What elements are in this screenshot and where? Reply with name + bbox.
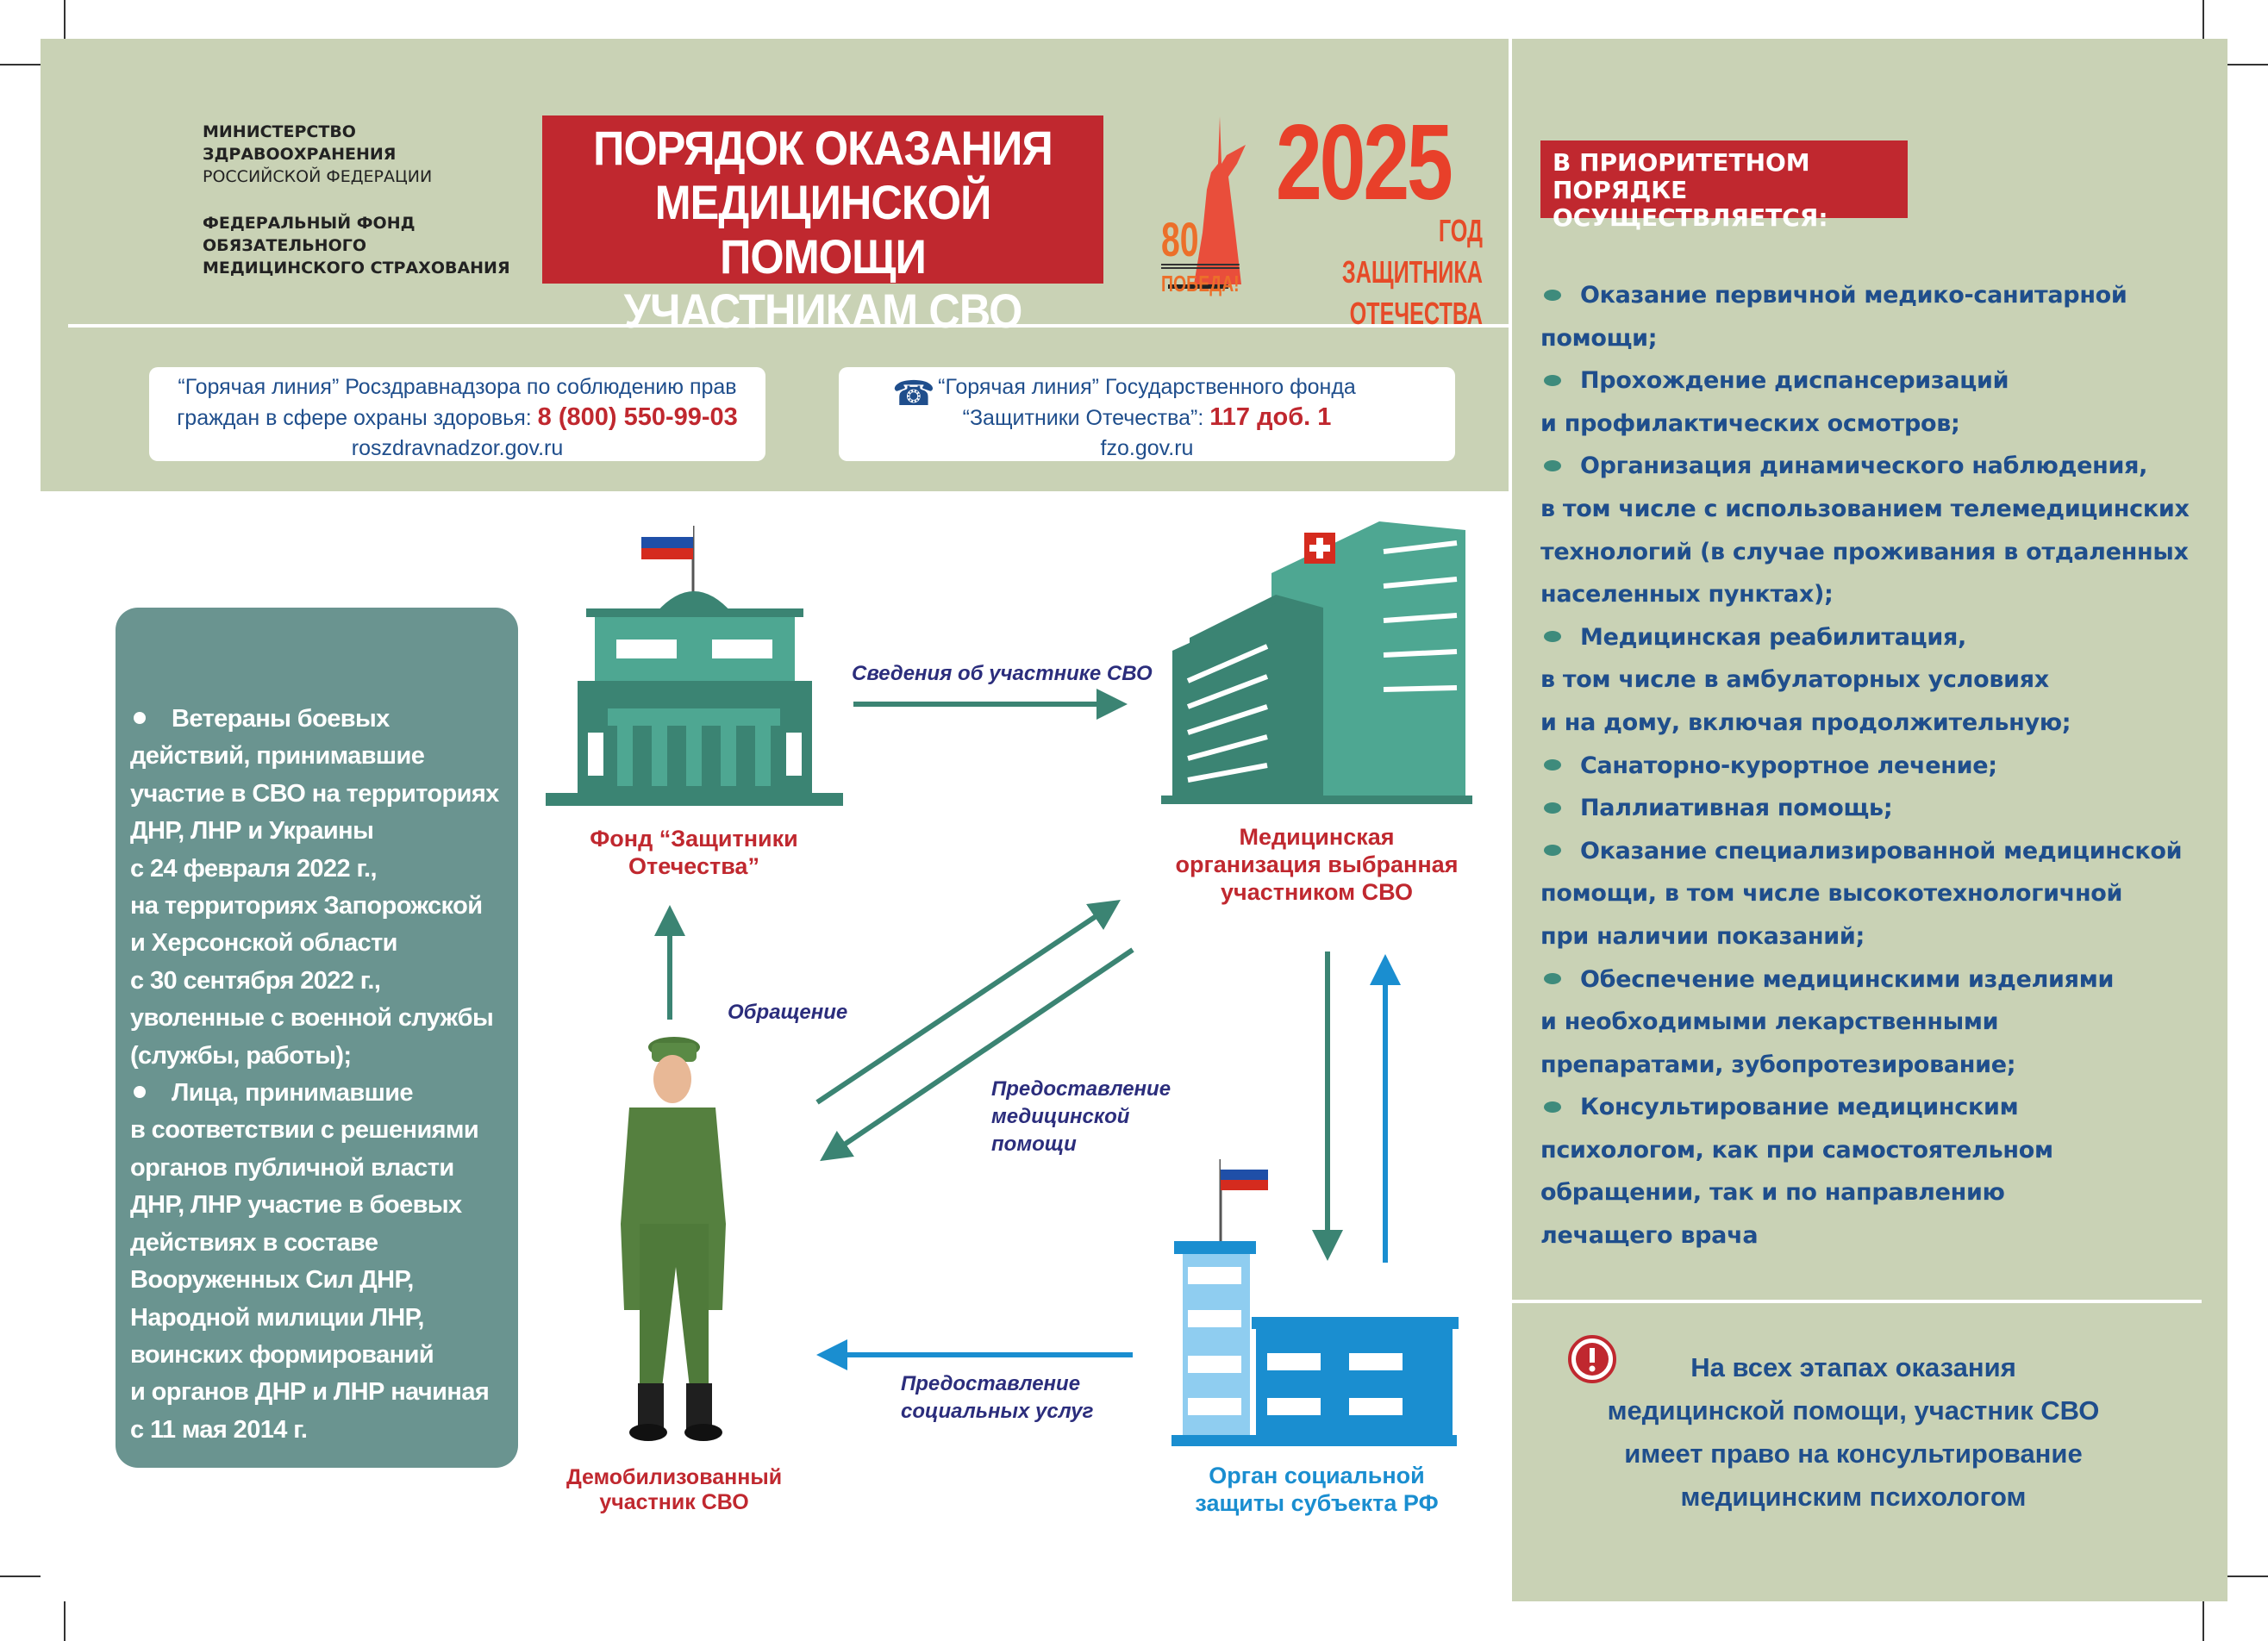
priority-item-text: Медицинская реабилитация,	[1580, 623, 1966, 651]
priority-item-line	[1540, 445, 2221, 488]
hospital-building-icon	[1161, 521, 1472, 804]
eligibility-item-text: и органов ДНР и ЛНР начиная	[130, 1378, 490, 1407]
medorg-label-line: Медицинская	[1239, 824, 1395, 850]
arrow-social-label	[901, 1370, 1093, 1426]
eligibility-item-text: Ветераны боевых	[172, 705, 390, 733]
note-line: имеет право на консультирование	[1624, 1438, 2083, 1469]
arrow-social-label-line: социальных услуг	[901, 1400, 1094, 1423]
arrow-medical-label-line: Предоставление	[991, 1077, 1171, 1101]
participant-label-line: Демобилизованный	[565, 1465, 783, 1489]
priority-item-line	[1540, 1001, 2221, 1044]
psychologist-note	[1552, 1346, 2155, 1519]
soldier-icon	[621, 1037, 726, 1441]
priority-item-text: помощи, в том числе высокотехнологичной	[1540, 880, 2123, 908]
priority-item-line	[1540, 787, 2221, 830]
social-protection-building-icon	[1171, 1159, 1459, 1446]
arrow-social-label-line: Предоставление	[901, 1372, 1081, 1395]
fund-line: ФЕДЕРАЛЬНЫЙ ФОНД	[203, 214, 415, 233]
eligibility-item-text: (службы, работы);	[130, 1041, 352, 1070]
eligibility-item-text: уволенные с военной службы	[130, 1004, 494, 1033]
title-line: ПОРЯДОК ОКАЗАНИЯ	[593, 121, 1053, 175]
priority-item-text: и профилактических осмотров;	[1540, 409, 1960, 437]
eligibility-item-text: воинских формирований	[130, 1340, 434, 1369]
title-line: МЕДИЦИНСКОЙ ПОМОЩИ	[654, 175, 991, 284]
eligibility-item-text: участие в СВО на территориях	[130, 779, 499, 808]
phone-icon: ☎	[892, 375, 935, 413]
arrow-medical-label	[991, 1076, 1171, 1158]
crop-mark	[2227, 64, 2268, 66]
title-line: УЧАСТНИКАМ СВО	[623, 284, 1022, 338]
priority-item-text: обращении, так и по направлению	[1540, 1179, 2005, 1207]
bullet-icon	[1544, 631, 1561, 642]
note-line: На всех этапах оказания	[1690, 1352, 2016, 1382]
badge-number: 80	[1161, 212, 1199, 266]
social-label	[1164, 1462, 1470, 1517]
year-subtitle-line: ОТЕЧЕСТВА	[1349, 296, 1483, 331]
arrow-medical-label-line: помощи	[991, 1132, 1077, 1156]
hotline-site-link[interactable]: roszdravnadzor.gov.ru	[351, 436, 564, 460]
priority-heading	[1540, 140, 1908, 232]
eligibility-item-text: ДНР, ЛНР и Украины	[130, 817, 374, 845]
eligibility-item-text: и Херсонской области	[130, 929, 397, 958]
crop-mark	[2202, 1601, 2204, 1641]
eligibility-item-text: Вооруженных Сил ДНР,	[130, 1266, 414, 1295]
hotline-text: граждан в сфере охраны здоровья:	[177, 406, 538, 430]
priority-item-text: Обеспечение медицинскими изделиями	[1580, 965, 2115, 993]
medorg-label	[1155, 823, 1478, 906]
priority-item-text: Оказание первичной медико-санитарной	[1580, 282, 2127, 309]
priority-item-text: Санаторно-курортное лечение;	[1580, 752, 1997, 779]
fund-label-line: Фонд “Защитники	[590, 826, 798, 852]
priority-item-line	[1540, 872, 2221, 915]
priority-item-text: Паллиативная помощь;	[1580, 795, 1893, 822]
priority-item-line	[1540, 1044, 2221, 1087]
arrow-medical-label-line: медицинской	[991, 1105, 1130, 1128]
priority-item-text: при наличии показаний;	[1540, 922, 1865, 950]
priority-item-text: Консультирование медицинским	[1580, 1094, 2019, 1121]
hotline-phone[interactable]: 8 (800) 550-99-03	[537, 403, 738, 431]
priority-list	[1540, 274, 2221, 1257]
priority-item-text: технологий (в случае проживания в отдаленных	[1540, 538, 2189, 565]
eligibility-item-text: ДНР, ЛНР участие в боевых	[130, 1191, 462, 1220]
badge-text: ПОБЕДА!	[1161, 264, 1240, 297]
eligibility-item-text: действиях в составе	[130, 1228, 378, 1257]
priority-item-text: Организация динамического наблюдения,	[1580, 452, 2148, 480]
priority-item-line	[1540, 1086, 2221, 1129]
priority-item-text: лечащего врача	[1540, 1222, 1759, 1250]
social-label-line: Орган социальной	[1209, 1463, 1425, 1488]
eligibility-item-text: с 24 февраля 2022 г.,	[130, 854, 377, 883]
priority-item-line	[1540, 616, 2221, 659]
priority-item-line	[1540, 488, 2221, 531]
priority-item-line	[1540, 1129, 2221, 1172]
ministry-line: ЗДРАВООХРАНЕНИЯ	[203, 145, 397, 164]
arrow-to-medorg	[817, 908, 1108, 1102]
eligibility-item-text: органов публичной власти	[130, 1153, 454, 1182]
note-line: медицинским психологом	[1680, 1482, 2027, 1512]
participant-label	[536, 1465, 812, 1515]
bullet-icon	[1544, 375, 1561, 386]
bullet-icon	[1544, 1101, 1561, 1113]
priority-heading-line: В ПРИОРИТЕТНОМ ПОРЯДКЕ	[1553, 148, 1810, 204]
crop-mark	[2227, 1575, 2268, 1577]
priority-item-line	[1540, 1214, 2221, 1257]
hotline-text: “Защитники Отечества”:	[962, 406, 1210, 430]
note-line: медицинской помощи, участник СВО	[1607, 1395, 2100, 1426]
priority-item-text: населенных пунктах);	[1540, 581, 1834, 608]
eligibility-item-text: действий, принимавшие	[130, 742, 425, 771]
note-divider	[1512, 1300, 2202, 1303]
priority-item-line	[1540, 402, 2221, 446]
priority-item-line	[1540, 573, 2221, 616]
priority-item-line	[1540, 915, 2221, 958]
priority-item-line	[1540, 274, 2221, 317]
fund-line: ОБЯЗАТЕЛЬНОГО	[203, 236, 366, 255]
hotline-site-link[interactable]: fzo.gov.ru	[1100, 436, 1194, 460]
fund-line: МЕДИЦИНСКОГО СТРАХОВАНИЯ	[203, 259, 510, 278]
priority-item-text: и необходимыми лекарственными	[1540, 1008, 1999, 1036]
priority-item-text: Прохождение диспансеризаций	[1580, 367, 2009, 395]
priority-item-line	[1540, 359, 2221, 402]
year-subtitle-line: ГОД ЗАЩИТНИКА	[1341, 213, 1483, 290]
social-label-line: защиты субъекта РФ	[1195, 1490, 1439, 1516]
priority-item-text: препаратами, зубопротезирование;	[1540, 1051, 2016, 1078]
bullet-icon	[1544, 845, 1561, 856]
arrow-info-label: Сведения об участнике СВО	[852, 662, 1153, 685]
eligibility-item-text: с 30 сентября 2022 г.,	[130, 966, 381, 995]
priority-item-line	[1540, 830, 2221, 873]
eligibility-item-text: в соответствии с решениями	[130, 1116, 479, 1145]
fund-building-icon	[546, 526, 843, 806]
priority-item-line	[1540, 317, 2221, 360]
bullet-icon	[1544, 290, 1561, 301]
crop-mark	[2202, 0, 2204, 39]
bullet-icon	[1544, 759, 1561, 771]
bullet-icon	[1544, 973, 1561, 984]
priority-item-text: Оказание специализированной медицинской	[1580, 837, 2183, 864]
fund-label-line: Отечества”	[628, 853, 759, 879]
hotline-text: “Горячая линия” Росздравнадзора по соблюдению прав	[178, 375, 737, 399]
fund-label	[556, 825, 832, 880]
eligibility-item-text: Лица, принимавшие	[172, 1079, 413, 1108]
bullet-icon	[1544, 460, 1561, 471]
eligibility-item-text: на территориях Запорожской	[130, 892, 483, 920]
priority-item-text: психологом, как при самостоятельном	[1540, 1136, 2053, 1164]
priority-heading-line: ОСУЩЕСТВЛЯЕТСЯ:	[1553, 203, 1828, 232]
ministry-line: МИНИСТЕРСТВО	[203, 122, 356, 141]
year-logo: 2025	[1276, 103, 1451, 222]
priority-item-text: в том числе с использованием телемедицинских	[1540, 495, 2190, 522]
eligibility-item-text: с 11 мая 2014 г.	[130, 1415, 308, 1444]
priority-item-line	[1540, 958, 2221, 1001]
participant-label-line: участник СВО	[599, 1490, 749, 1514]
bullet-icon	[1544, 802, 1561, 814]
priority-item-line	[1540, 702, 2221, 745]
priority-item-line	[1540, 531, 2221, 574]
crop-mark	[64, 1601, 66, 1641]
hotline-text: “Горячая линия” Государственного фонда	[938, 375, 1356, 399]
hotline-phone[interactable]: 117 доб. 1	[1209, 403, 1332, 431]
ministry-line: РОССИЙСКОЙ ФЕДЕРАЦИИ	[203, 167, 433, 186]
medorg-label-line: организация выбранная	[1175, 852, 1459, 877]
priority-item-line	[1540, 658, 2221, 702]
arrow-appeal-label: Обращение	[728, 1001, 848, 1024]
column-divider	[1509, 64, 1512, 1601]
priority-item-text: и на дому, включая продолжительную;	[1540, 708, 2071, 736]
priority-item-text: помощи;	[1540, 324, 1658, 352]
priority-item-text: в том числе в амбулаторных условиях	[1540, 666, 2049, 694]
medorg-label-line: участником СВО	[1221, 879, 1413, 905]
priority-item-line	[1540, 1171, 2221, 1214]
eligibility-item-text: Народной милиции ЛНР,	[130, 1303, 424, 1332]
priority-item-line	[1540, 745, 2221, 788]
